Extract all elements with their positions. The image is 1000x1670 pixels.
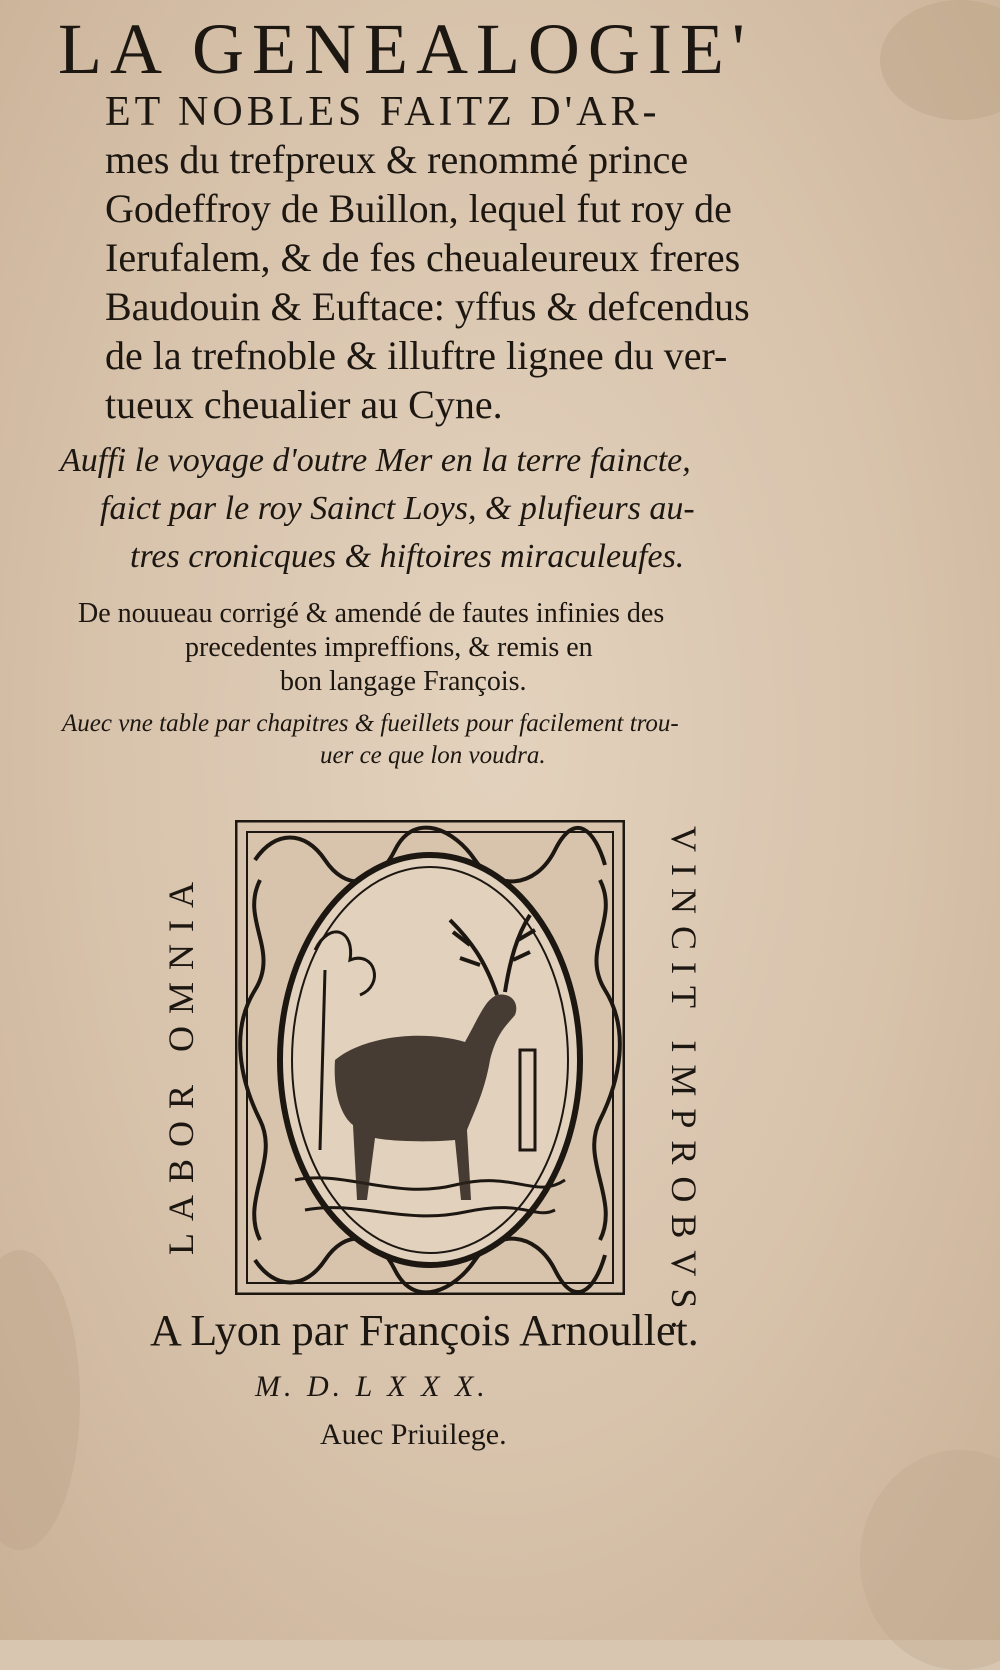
title-line-2: ET NOBLES FAITZ D'AR-	[105, 89, 661, 135]
subtitle-line: faict par le roy Sainct Loys, & plufieurs au-	[100, 490, 695, 527]
title-line: tueux cheualier au Cyne.	[105, 382, 503, 427]
paper-stain	[860, 1450, 1000, 1670]
correction-line: bon langage François.	[280, 666, 527, 697]
date: M. D. L X X X.	[255, 1370, 489, 1403]
subtitle-line: tres cronicques & hiftoires miraculeufes.	[130, 538, 685, 575]
title-line: de la trefnoble & illuftre lignee du ver-	[105, 333, 728, 378]
table-note-line: uer ce que lon voudra.	[320, 742, 546, 769]
correction-line: precedentes impreffions, & remis en	[185, 632, 593, 663]
table-note-line: Auec vne table par chapitres & fueillets pour facilement trou-	[62, 710, 679, 737]
title-line: Godeffroy de Buillon, lequel fut roy de	[105, 186, 732, 231]
privilege: Auec Priuilege.	[320, 1418, 507, 1451]
correction-line: De nouueau corrigé & amendé de fautes infinies des	[78, 598, 665, 629]
paper-stain	[0, 1250, 80, 1550]
subtitle-line: Auffi le voyage d'outre Mer en la terre faincte,	[60, 442, 691, 479]
title-line: Baudouin & Euftace: yffus & defcendus	[105, 284, 750, 329]
motto-left: LABOR OMNIA	[161, 869, 201, 1255]
title-line-1: LA GENEALOGIE'	[58, 9, 753, 89]
title-line: mes du trefpreux & renommé prince	[105, 137, 689, 182]
stag-woodcut-emblem	[235, 820, 625, 1295]
title-line: Ierufalem, & de fes cheualeureux freres	[105, 235, 741, 280]
motto-right: VINCIT IMPROBVS.	[664, 826, 704, 1342]
imprint: A Lyon par François Arnoullet.	[150, 1306, 699, 1355]
